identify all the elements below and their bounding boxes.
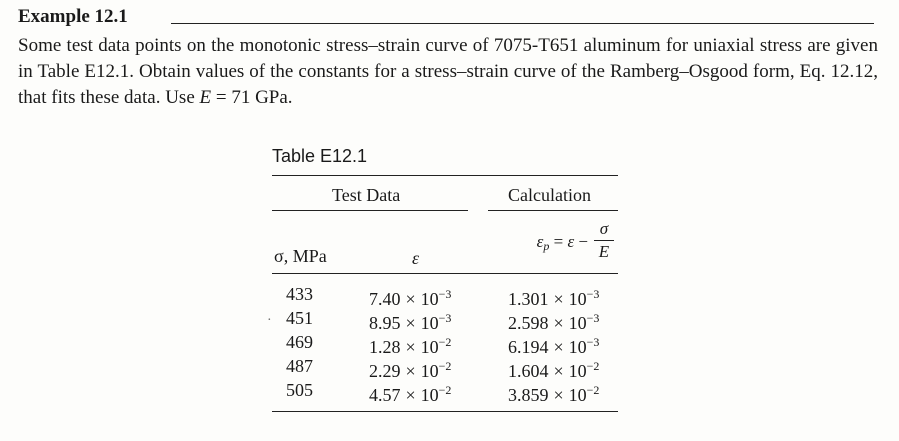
test-data-rule bbox=[272, 210, 468, 211]
formula-subscript: p bbox=[543, 239, 550, 253]
heading-rule bbox=[171, 23, 874, 24]
table-row bbox=[272, 378, 618, 405]
plastic-strain-cell: $3.859 \times 10^{-2}$ bbox=[508, 383, 600, 405]
stress-cell: 451 bbox=[286, 308, 313, 328]
table-row bbox=[272, 330, 618, 357]
modulus-value: = 71 GPa. bbox=[211, 87, 293, 108]
strain-cell: $4.57 \times 10^{-2}$ bbox=[369, 383, 452, 405]
problem-text: Some test data points on the monotonic stress–strain curve of 7075-T651 aluminum for uniaxial stress are given in Table E12.1. Obtain values of the constants for a stress–strain curve of the Ramberg–Osgood form, Eq. 12.12, that fits these data. Use bbox=[18, 35, 878, 108]
calculation-rule bbox=[488, 210, 618, 211]
stress-column-header: σ, MPa bbox=[274, 246, 327, 266]
table-bottom-rule bbox=[272, 411, 618, 412]
modulus-symbol: E bbox=[199, 87, 212, 108]
example-heading bbox=[18, 6, 874, 28]
table-row bbox=[272, 282, 618, 309]
formula-eps-total: ε bbox=[567, 232, 575, 251]
formula-lhs bbox=[537, 232, 588, 254]
table-row bbox=[272, 354, 618, 381]
stress-cell: 487 bbox=[286, 356, 313, 376]
test-data-header: Test Data bbox=[332, 185, 401, 205]
stress-cell: 505 bbox=[286, 380, 313, 400]
calculation-header: Calculation bbox=[508, 185, 591, 205]
table-top-rule bbox=[272, 175, 618, 176]
formula-fraction bbox=[594, 219, 614, 262]
table-header-rule bbox=[272, 273, 618, 274]
plastic-strain-cell: $6.194 \times 10^{-3}$ bbox=[508, 335, 600, 357]
strain-cell: $8.95 \times 10^{-3}$ bbox=[369, 311, 452, 333]
plastic-strain-cell: $1.301 \times 10^{-3}$ bbox=[508, 287, 600, 309]
plastic-strain-cell: $1.604 \times 10^{-2}$ bbox=[508, 359, 600, 381]
example-title: Example 12.1 bbox=[18, 6, 128, 27]
plastic-strain-formula bbox=[498, 219, 618, 269]
plastic-strain-cell: $2.598 \times 10^{-3}$ bbox=[508, 311, 600, 333]
formula-equals: = bbox=[549, 232, 568, 251]
table-body bbox=[272, 282, 618, 405]
fraction-denominator: E bbox=[598, 242, 610, 261]
fraction-numerator: σ bbox=[599, 219, 609, 238]
strain-cell: $2.29 \times 10^{-2}$ bbox=[369, 359, 452, 381]
fraction-bar bbox=[594, 240, 614, 241]
table-caption: Table E12.1 bbox=[272, 146, 368, 166]
stress-cell: 433 bbox=[286, 284, 313, 304]
stress-cell: 469 bbox=[286, 332, 313, 352]
strain-column-header: ε bbox=[412, 248, 420, 268]
problem-statement bbox=[18, 33, 878, 111]
strain-cell: $7.40 \times 10^{-3}$ bbox=[369, 287, 452, 309]
formula-eps: ε bbox=[536, 232, 544, 251]
scan-speck: · bbox=[267, 313, 272, 328]
formula-minus: − bbox=[574, 232, 588, 251]
table-row bbox=[272, 306, 618, 333]
strain-cell: $1.28 \times 10^{-2}$ bbox=[369, 335, 452, 357]
